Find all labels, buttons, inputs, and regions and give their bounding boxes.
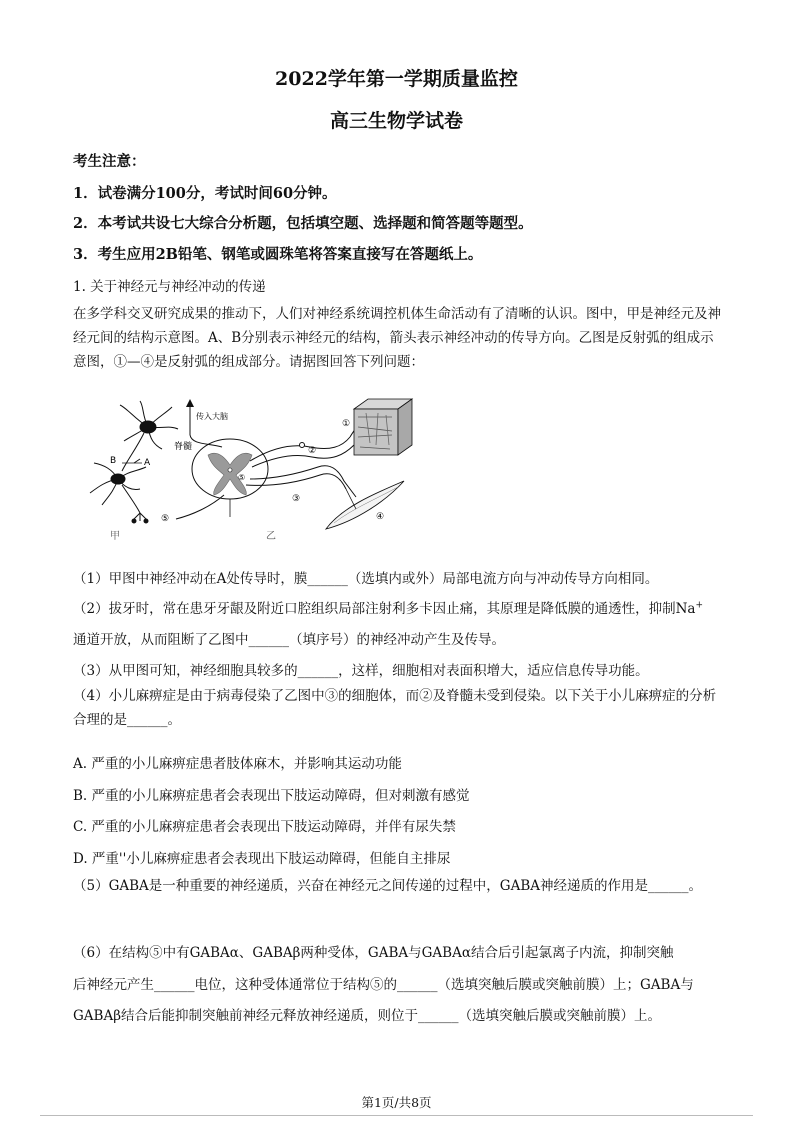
option-c: C. 严重的小儿麻痹症患者会表现出下肢运动障碍，并伴有尿失禁: [73, 819, 456, 835]
notice-item-2: 2．本考试共设七大综合分析题，包括填空题、选择题和简答题等题型。: [73, 215, 533, 232]
label-yi: 乙: [266, 531, 276, 542]
label-5-inner: ⑤: [238, 473, 246, 482]
notice-item-3: 3．考生应用2B铅笔、钢笔或圆珠笔将答案直接写在答题纸上。: [73, 246, 483, 263]
page-number: 第1页/共8页: [361, 1095, 432, 1110]
exam-subtitle: 高三生物学试卷: [329, 110, 463, 132]
sub-question-2-line-1: [73, 597, 703, 617]
sub-question-5: （5）GABA是一种重要的神经递质，兴奋在神经元之间传递的过程中，GABA神经递质的作用是______。: [73, 878, 702, 894]
label-b: B: [110, 456, 117, 466]
option-d: D. 严重''小儿麻痹症患者会表现出下肢运动障碍，但能自主排尿: [73, 851, 451, 867]
sub-question-4: （4）小儿麻痹症是由于病毒侵染了乙图中③的细胞体，而②及脊髓未受到侵染。以下关于小儿麻痹症的分析合理的是______。: [73, 688, 717, 728]
label-2: ②: [308, 446, 317, 456]
muscle-effector: [326, 481, 404, 529]
sub-question-3: （3）从甲图可知，神经细胞具较多的______，这样，细胞相对表面积增大，适应信息传导功能。: [73, 663, 649, 679]
label-1: ①: [342, 419, 351, 429]
sub-question-6-line-2: 后神经元产生______电位，这种受体通常位于结构⑤的______（选填突触后膜或突触前膜）上；GABA与: [73, 977, 694, 993]
label-5: ⑤: [161, 514, 170, 524]
footer-divider: [40, 1115, 753, 1116]
spinal-cord: [192, 439, 268, 517]
notice-heading: 考生注意：: [73, 153, 146, 170]
sub-question-2-text: （2）拔牙时，常在患牙牙龈及附近口腔组织局部注射利多卡因止痛，其原理是降低膜的通透性，抑制Na: [73, 601, 696, 617]
label-3: ③: [292, 494, 301, 504]
label-a: A: [144, 458, 151, 468]
exam-title: 2022学年第一学期质量监控: [275, 68, 518, 90]
question-intro: 在多学科交叉研究成果的推动下，人们对神经系统调控机体生命活动有了清晰的认识。图中，甲是神经元及神经元间的结构示意图。A、B分别表示神经元的结构，箭头表示神经冲动的传导方向。乙图是反射弧的组成示意图，①—④是反射弧的组成部分。请据图回答下列问题：: [73, 306, 721, 370]
sub-question-6-line-3: GABAβ结合后能抑制突触前神经元释放神经递质，则位于______（选填突触后膜或突触前膜）上。: [73, 1008, 662, 1024]
label-jia: 甲: [110, 531, 120, 542]
label-to-brain: 传入大脑: [196, 412, 228, 421]
option-a: A. 严重的小儿麻痹症患者肢体麻木，并影响其运动功能: [73, 756, 402, 772]
sub-question-6-line-1: （6）在结构⑤中有GABAα、GABAβ两种受体，GABA与GABAα结合后引起氯离子内流，抑制突触: [73, 945, 674, 961]
label-spinal-cord: 脊髓: [174, 442, 193, 452]
option-b: B. 严重的小儿麻痹症患者会表现出下肢运动障碍，但对刺激有感觉: [73, 788, 470, 804]
neuron-reflex-arc-figure: [80, 397, 420, 545]
neuron-diagram: [90, 401, 178, 523]
sub-question-1: （1）甲图中神经冲动在A处传导时，膜______（选填内或外）局部电流方向与冲动传导方向相同。: [73, 571, 659, 587]
skin-receptor: [354, 399, 412, 455]
question-heading: 1. 关于神经元与神经冲动的传递: [73, 279, 266, 295]
sub-question-2-line-2: 通道开放，从而阻断了乙图中______（填序号）的神经冲动产生及传导。: [73, 632, 505, 648]
sodium-charge: +: [695, 600, 703, 611]
notice-item-1: 1．试卷满分100分，考试时间60分钟。: [73, 185, 337, 202]
label-4: ④: [376, 512, 385, 522]
